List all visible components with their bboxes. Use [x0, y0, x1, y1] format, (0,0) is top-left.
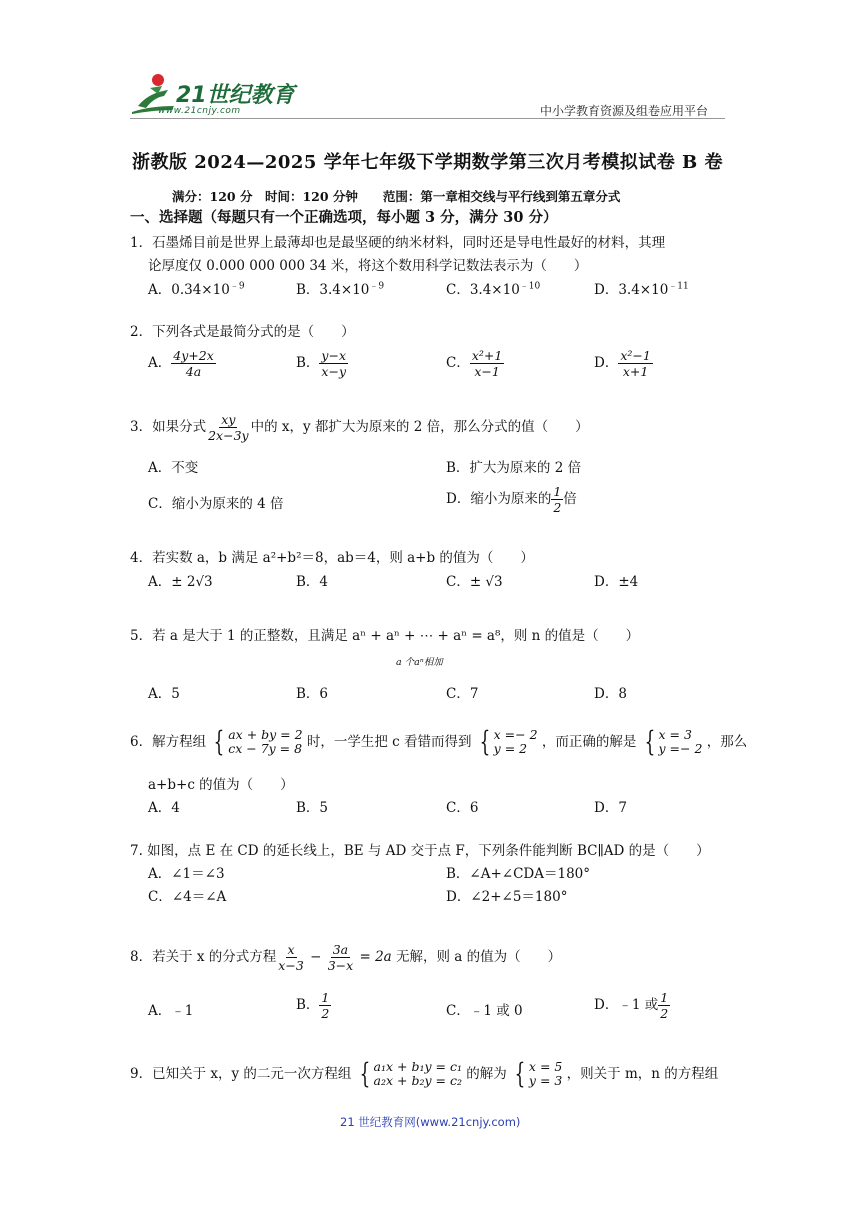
q4-option-d: D．±4	[594, 574, 639, 590]
q7-option-b: B．∠A+∠CDA＝180°	[446, 866, 591, 882]
q7-option-d: D．∠2+∠5＝180°	[446, 889, 568, 905]
q1-option-c: C．$3.4\times 10^{﹣10}$	[446, 281, 541, 298]
q8-option-b: B． $\frac{1}{2}$	[296, 990, 330, 1021]
q5-option-d: D．8	[594, 686, 627, 702]
q2-option-c: C． $\frac{\text{x²+1}}{x-1}$	[446, 348, 503, 379]
q3-option-b: B．扩大为原来的 2 倍	[446, 460, 582, 476]
q4-option-a: A．± 2√3	[148, 574, 213, 590]
platform-tagline: 中小学教育资源及组卷应用平台	[540, 104, 709, 118]
q3-option-a: A．不变	[148, 460, 199, 476]
q1-option-d: D．$3.4\times 10^{﹣11}$	[594, 281, 689, 298]
q4-option-b: B．4	[296, 574, 329, 590]
q6-option-a: A．4	[148, 800, 180, 816]
question-1-line1: 1．石墨烯目前是世界上最薄却也是最坚硬的纳米材料，同时还是导电性最好的材料，其理	[130, 235, 666, 251]
q2-option-d: D． $\frac{\text{x²−1}}{x+1}$	[594, 348, 651, 379]
question-3-stem: 3．如果分式 $\frac{xy}{2x-3y}$ 中的 x，y 都扩大为原来的 2 倍，那么分式的值（ ）	[130, 412, 589, 443]
q7-option-a: A．∠1＝∠3	[148, 866, 225, 882]
logo-url: www.21cnjy.com	[158, 106, 241, 116]
q4-option-c: C．± √3	[446, 574, 503, 590]
q6-option-d: D．7	[594, 800, 627, 816]
section-heading: 一、选择题（每题只有一个正确选项，每小题 3 分，满分 30 分）	[130, 209, 558, 226]
q3-option-d: D．缩小为原来的 $\frac{1}{2}$ 倍	[446, 484, 577, 515]
q5-option-c: C．7	[446, 686, 479, 702]
q6-option-b: B．5	[296, 800, 329, 816]
question-1-line2: 论厚度仅 0.000 000 000 34 米，将这个数用科学记数法表示为（ ）	[148, 258, 588, 274]
question-6-line2: a+b+c 的值为（ ）	[148, 777, 294, 793]
q8-option-a: A．﹣1	[148, 1003, 194, 1019]
q6-option-c: C．6	[446, 800, 479, 816]
header-divider	[130, 118, 725, 119]
q5-option-a: A．5	[148, 686, 180, 702]
question-9-stem: 9．已知关于 x，y 的二元一次方程组 { a₁x + b₁y = c₁ a₂x + b₂y = c₂ 的解为 { x = 5 y = 3 ，则关于 m，n 的方程组	[130, 1057, 719, 1091]
question-6-stem: 6．解方程组 { ax + by = 2 cx − 7y = 8 时，一学生把 c 看错而得到 { x =− 2 y = 2 ，而正确的解是 { x = 3 y =− 2 ，那么	[130, 725, 748, 759]
q1-option-b: B．$3.4\times 10^{﹣9}$	[296, 281, 385, 298]
footer-link[interactable]: 21 世纪教育网(www.21cnjy.com)	[340, 1115, 521, 1129]
page-title: 浙教版 2024—2025 学年七年级下学期数学第三次月考模拟试卷 B 卷	[132, 152, 723, 173]
q8-option-c: C．﹣1 或 0	[446, 1003, 523, 1019]
question-2-stem: 2．下列各式是最简分式的是（ ）	[130, 324, 355, 340]
q2-option-a: A． $\frac{4y+2x}{4a}$	[148, 348, 214, 379]
exam-info: 满分：120 分 时间：120 分钟 范围：第一章相交线与平行线到第五章分式	[172, 189, 621, 204]
q8-option-d: D．﹣1 或 $\frac{1}{2}$	[594, 990, 669, 1021]
question-8-stem: 8．若关于 x 的分式方程 $\frac{x}{x-3}$ − $\frac{3a}{3-x}$ = 2a 无解，则 a 的值为（ ）	[130, 942, 562, 973]
q5-option-b: B．6	[296, 686, 329, 702]
q3-option-c: C．缩小为原来的 4 倍	[148, 496, 284, 512]
question-4-stem: 4．若实数 a，b 满足 a²+b²＝8，ab＝4，则 a+b 的值为（ ）	[130, 550, 534, 566]
q1-option-a: A．$0.34\times 10^{﹣9}$	[148, 281, 245, 298]
logo-text: 21世纪教育	[176, 83, 295, 108]
logo	[128, 72, 295, 116]
q5-underbrace-note: a 个aⁿ相加	[396, 657, 443, 668]
q2-option-b: B． $\frac{y-x}{x-y}$	[296, 348, 347, 379]
q7-option-c: C．∠4＝∠A	[148, 889, 227, 905]
question-5-stem: 5．若 a 是大于 1 的正整数，且满足 aⁿ + aⁿ + ⋯ + aⁿ = a⁸，则 n 的值是（ ）	[130, 628, 640, 644]
question-7-stem: 7. 如图，点 E 在 CD 的延长线上，BE 与 AD 交于点 F，下列条件能判断 BC∥AD 的是（ ）	[130, 843, 710, 859]
